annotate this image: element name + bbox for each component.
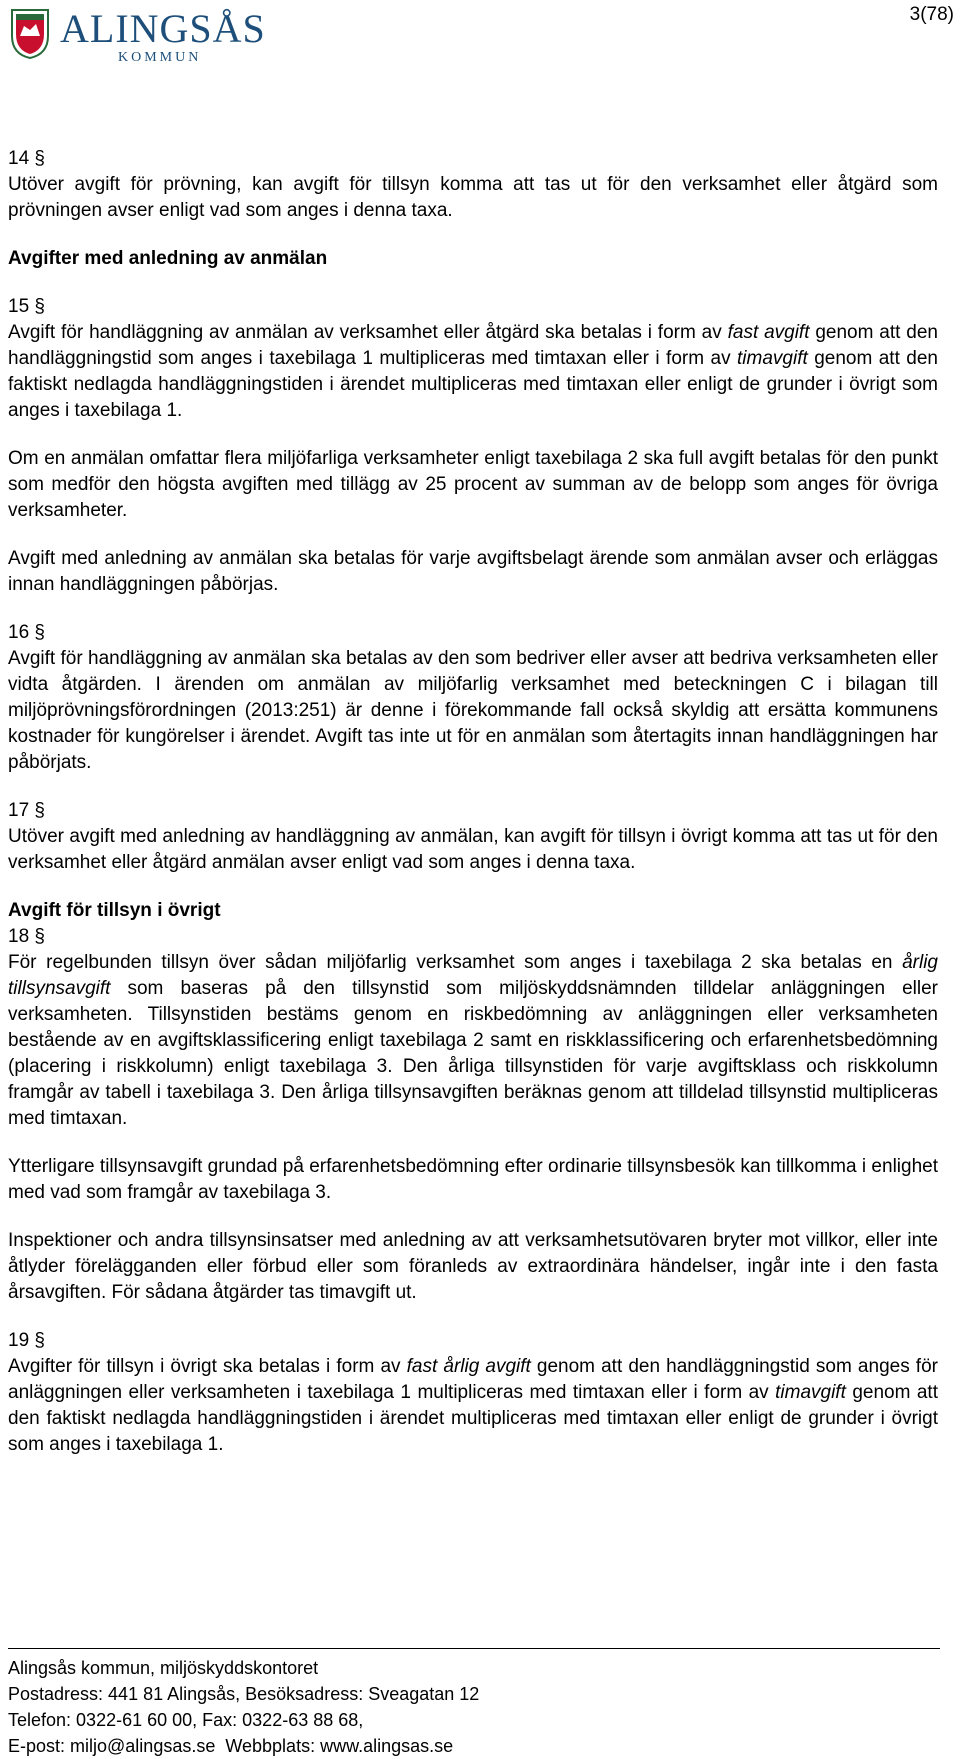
text-span: genom att den faktiskt nedlagda handläggningstiden i ärendet multipliceras med timtaxan eller enligt de grunder i övrigt som anges i taxebilaga 1.	[8, 348, 939, 421]
document-body	[8, 146, 938, 1458]
section-15-paragraph-3: Avgift med anledning av anmälan ska betalas för varje avgiftsbelagt ärende som anmälan avser och erläggas innan handläggningen påbörjas.	[8, 548, 938, 595]
section-19-number: 19 §	[8, 1330, 45, 1351]
coat-of-arms-icon	[8, 6, 52, 60]
text-span: genom att den handläggningstid som anges för anläggningen eller verksamheten i taxebilaga 1 multipliceras med timtaxan eller i form av	[8, 1356, 938, 1403]
section-18-number: 18 §	[8, 926, 45, 947]
section-17-paragraph: Utöver avgift med anledning av handläggning av anmälan, kan avgift för tillsyn i övrigt komma att tas ut för den verksamhet eller åtgärd anmälan avser enligt vad som anges i denna taxa.	[8, 826, 938, 873]
section-15-paragraph-2: Om en anmälan omfattar flera miljöfarliga verksamheter enligt taxebilaga 2 ska full avgift betalas för den punkt som medför den högsta avgiften med tillägg av 25 procent av summan av de belopp som anges för övriga verksamheter.	[8, 448, 938, 521]
text-span: genom att den handläggningstid som anges i taxebilaga 1 multipliceras med timtaxan eller i form av	[8, 322, 938, 369]
alingsas-kommun-logo	[8, 4, 288, 66]
footer-phone: Telefon: 0322-61 60 00, Fax: 0322-63 88 68,	[8, 1710, 364, 1730]
text-span: genom att den faktiskt nedlagda handläggningstiden i ärendet multipliceras med timtaxan eller enligt de grunder i övrigt som anges i taxebilaga 1.	[8, 1382, 938, 1455]
section-14-paragraph: Utöver avgift för prövning, kan avgift för tillsyn komma att tas ut för den verksamhet eller åtgärd som prövningen avser enligt vad som anges i denna taxa.	[8, 174, 938, 221]
heading-anmalan: Avgifter med anledning av anmälan	[8, 248, 328, 269]
emphasis: fast årlig avgift	[406, 1356, 531, 1377]
footer-address: Postadress: 441 81 Alingsås, Besöksadress: Sveagatan 12	[8, 1684, 480, 1704]
section-16-paragraph: Avgift för handläggning av anmälan ska betalas av den som bedriver eller avser att bedriva verksamheten eller vidta åtgärden. I ärenden om anmälan av miljöfarlig verksamhet med beteckningen C i bilagan till miljöprövningsförordningen (2013:251) är denne i förekommande fall också skyldig att ersätta kommunens kostnader för kungörelser i ärendet. Avgift tas inte ut för en anmälan som återtagits innan handläggningen har påbörjats.	[8, 648, 938, 773]
emphasis: timavgift	[737, 348, 808, 369]
emphasis: timavgift	[775, 1382, 846, 1403]
logo-subtitle: KOMMUN	[118, 50, 202, 65]
section-18-paragraph-2: Ytterligare tillsynsavgift grundad på erfarenhetsbedömning efter ordinarie tillsynsbesök kan tillkomma i enlighet med vad som framgår av taxebilaga 3.	[8, 1156, 938, 1203]
logo-name: ALINGSÅS	[60, 6, 266, 51]
section-17-number: 17 §	[8, 800, 45, 821]
section-15-paragraph-1	[8, 320, 938, 424]
page-header	[0, 0, 960, 70]
heading-tillsyn: Avgift för tillsyn i övrigt	[8, 900, 221, 921]
footer-contact: E-post: miljo@alingsas.se Webbplats: www.alingsas.se	[8, 1736, 454, 1756]
section-15-number: 15 §	[8, 296, 45, 317]
footer-organization: Alingsås kommun, miljöskyddskontoret	[8, 1658, 319, 1678]
emphasis: fast avgift	[727, 322, 810, 343]
text-span: Avgifter för tillsyn i övrigt ska betalas i form av	[8, 1356, 407, 1377]
page-footer	[8, 1648, 940, 1759]
emphasis: årlig tillsynsavgift	[8, 952, 938, 999]
section-19-paragraph	[8, 1354, 938, 1458]
footer-divider	[8, 1648, 940, 1649]
page-number: 3(78)	[909, 4, 954, 25]
section-14-number: 14 §	[8, 148, 45, 169]
section-18-paragraph-3: Inspektioner och andra tillsynsinsatser med anledning av att verksamhetsutövaren bryter mot villkor, eller inte åtlyder förelägganden eller förbud eller som föranleds av extraordinära händelser, ingår inte i den fasta årsavgiften. För sådana åtgärder tas timavgift ut.	[8, 1230, 938, 1303]
text-span: Avgift för handläggning av anmälan av verksamhet eller åtgärd ska betalas i form av	[8, 322, 728, 343]
section-16-number: 16 §	[8, 622, 45, 643]
text-span: För regelbunden tillsyn över sådan miljöfarlig verksamhet som anges i taxebilaga 2 ska betalas en	[8, 952, 903, 973]
section-18-paragraph-1	[8, 950, 938, 1132]
text-span: som baseras på den tillsynstid som miljöskyddsnämnden tilldelar anläggningen eller verksamheten. Tillsynstiden bestäms genom en riskbedömning av anläggningen eller verksamheten bestående av en avgiftsklassificering enligt taxebilaga 2 samt en riskklassificering och erfarenhetsbedömning (placering i riskkolumn) enligt taxebilaga 3. Den årliga tillsynstiden för varje avgiftsklass och riskkolumn framgår av tabell i taxebilaga 3. Den årliga tillsynsavgiften beräknas genom att tilldelad tillsynstid multipliceras med timtaxan.	[8, 978, 938, 1129]
